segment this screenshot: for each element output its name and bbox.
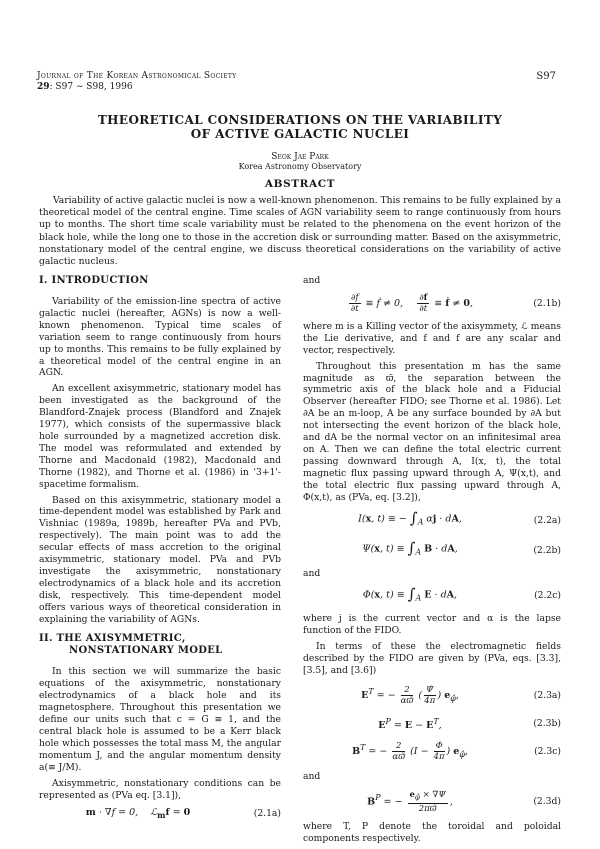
page-number: S97 [536, 71, 556, 82]
right-column [303, 275, 561, 849]
title-line-2: OF ACTIVE GALACTIC NUCLEI [190, 127, 410, 141]
model-paragraph-2: Axisymmetric, nonstationary conditions can be represented as (PVa eq. [3.1]), [39, 777, 281, 801]
equation-number: (2.1b) [533, 297, 561, 309]
equation-number: (2.2a) [533, 514, 561, 526]
affiliation: Korea Astronomy Observatory [238, 162, 362, 171]
equation-2-3b: $E^P = E - E^T$, (2.3b) [378, 716, 561, 732]
paper-title [60, 113, 540, 141]
current-vector-paragraph: where j is the current vector and α is the lapse function of the FIDO. [303, 613, 561, 637]
equation-number: (2.3c) [534, 745, 561, 757]
equation-2-3d: $B^P$ = − $\frac{e_{\varphî} \times \nabla\Psi}{2\pi ϖ̃}$ , (2.3d) [367, 790, 561, 814]
equation-number: (2.2b) [533, 544, 561, 556]
intro-paragraph-2: An excellent axisymmetric, stationary model has been investigated as the background of the Blandford-Znajek process (Blandford and Znajek 1977), which consists of the supermassive black hole surrounded by a magnetized accretion disk. The model was reformulated and extended by Thorne and Macdonald (1982), Macdonald and Thorne (1982), and Thorne et al. (1986) in '3+1'-spacetime formalism. [39, 383, 281, 490]
equation-2-2b: Ψ(x, $t) \equiv \int_A$ B · dA, (2.2b) [362, 538, 561, 557]
abstract-text: Variability of active galactic nuclei is now a well-known phenomenon. This remains to be fully explained by a theoretical model of the central engine. Time scales of AGN variability seem to range continuously from hours up to months. The short time scale variability must be related to the phenomena on the event horizon of the black hole, while the long one to those in the accretion disk or surrounding matter. Based on the axisymmetric, nonstationary model of the central engine, we discuss theoretical considerations on the variability of active galactic nucleus. [39, 195, 561, 268]
model-paragraph-1: In this section we will summarize the basic equations of the axisymmetric, nonstationary electrodynamics of a black hole and its magnetosphere. Throughout this presentation we define our units such that c = G ≡ 1, and the central black hole is assumed to be a Kerr black hole which possesses the total mass M, the angular momentum J, and the angular momentum density a(≡ J/M). [39, 666, 281, 773]
section-2-heading: II. THE AXISYMMETRIC, NONSTATIONARY MODEL [39, 633, 223, 657]
equation-2-3c: $B^T$ = − $\frac{2}{\alpha ϖ̃}$ (I − $\frac{\Phi̇}{4\pi}$ ) $e_{\varphî}$, (2.3c) [352, 741, 561, 763]
and-text: and [303, 770, 321, 782]
volume-pages: : S97 ∼ S98, 1996 [49, 82, 133, 92]
equation-number: (2.3b) [533, 717, 561, 729]
intro-paragraph-3: Based on this axisymmetric, stationary model a time-dependent model was established by Park and Vishniac (1989a, 1989b, hereafter PVa and PVb, respectively). The main point was to add the secular effects of mass accretion to the original axisymmetric, stationary model. PVa and PVb investigate the axisymmetric, nonstationary electrodynamics of a black hole and its accretion disk, respectively. This time-dependent model offers various ways of theoretical consideration in explaining the variability of AGNs. [39, 494, 281, 625]
equation-number: (2.2c) [534, 590, 561, 602]
abstract-heading: ABSTRACT [264, 178, 336, 190]
volume-number: 29 [37, 82, 50, 92]
volume-info [37, 82, 133, 92]
fido-paragraph: Throughout this presentation m has the same magnitude as ϖ̃, the separation between the symmetric axis of the black hole and a Fiducial Observer (hereafter FIDO; see Thorne et al. 1986). Let ∂A be an m-loop, A be any surface bounded by ∂A but not intersecting the event horizon of the black hole, and dA be the normal vector on an infinitesimal area on A. Then we can define the total electric current passing downward through A, I(x, t), the total magnetic flux passing upward through A, Ψ(x,t), and the total electric flux passing upward through A, Φ(x,t), as (PVa, eq. [3.2]), [303, 360, 561, 503]
journal-name: Journal of The Korean Astronomical Society [37, 71, 237, 81]
equation-2-1a: m · ∇f = 0, ℒ$_m$f = 0 (2.1a) [85, 807, 281, 820]
fields-paragraph: In terms of these the electromagnetic fields described by the FIDO are given by (PVa, eqs. [3.3], [3.5], and [3.6]) [303, 641, 561, 677]
intro-paragraph-1: Variability of the emission-line spectra of active galactic nuclei (hereafter, AGNs) is now a well-known phenomenon. Typical time scales of variation seem to range continuously from hours up to months. This remains to be fully explained by a theoretical model of the central engine in an AGN. [39, 296, 281, 379]
equation-number: (2.3a) [533, 689, 561, 701]
equation-2-3a: $E^T$ = − $\frac{2}{\alpha ϖ̃}$ ( $\frac{\Psi̇}{4\pi}$ ) $e_{\varphî}$, (2.3a) [361, 685, 561, 707]
equation-number: (2.1a) [253, 808, 281, 820]
author-name: Seok Jae Park [271, 152, 329, 162]
equation-2-1b: $\frac{\partial f}{\partial t}$ ≡ ḟ ≠ 0, $\frac{\partial f}{\partial t}$ ≡ ḟ ≠ 0, (2.1b) [350, 293, 561, 315]
title-line-1: THEORETICAL CONSIDERATIONS ON THE VARIABILITY [97, 113, 503, 127]
and-text: and [303, 275, 321, 286]
and-text: and [303, 567, 321, 579]
section-1-heading: I. INTRODUCTION [39, 275, 149, 286]
components-paragraph: where T, P denote the toroidal and poloidal components respectively. [303, 820, 561, 844]
equation-2-2c: Φ(x, $t) \equiv \int_A$ E · dA, (2.2c) [362, 584, 561, 603]
equation-2-2a: I(x, t) ≡ − $\int_A$ αj · dA, (2.2a) [358, 508, 561, 527]
equation-number: (2.3d) [533, 795, 561, 807]
killing-vector-paragraph: where m is a Killing vector of the axisymmety, ℒ means the Lie derivative, and f and f are any scalar and vector, respectively. [303, 320, 561, 356]
left-column [39, 275, 281, 827]
